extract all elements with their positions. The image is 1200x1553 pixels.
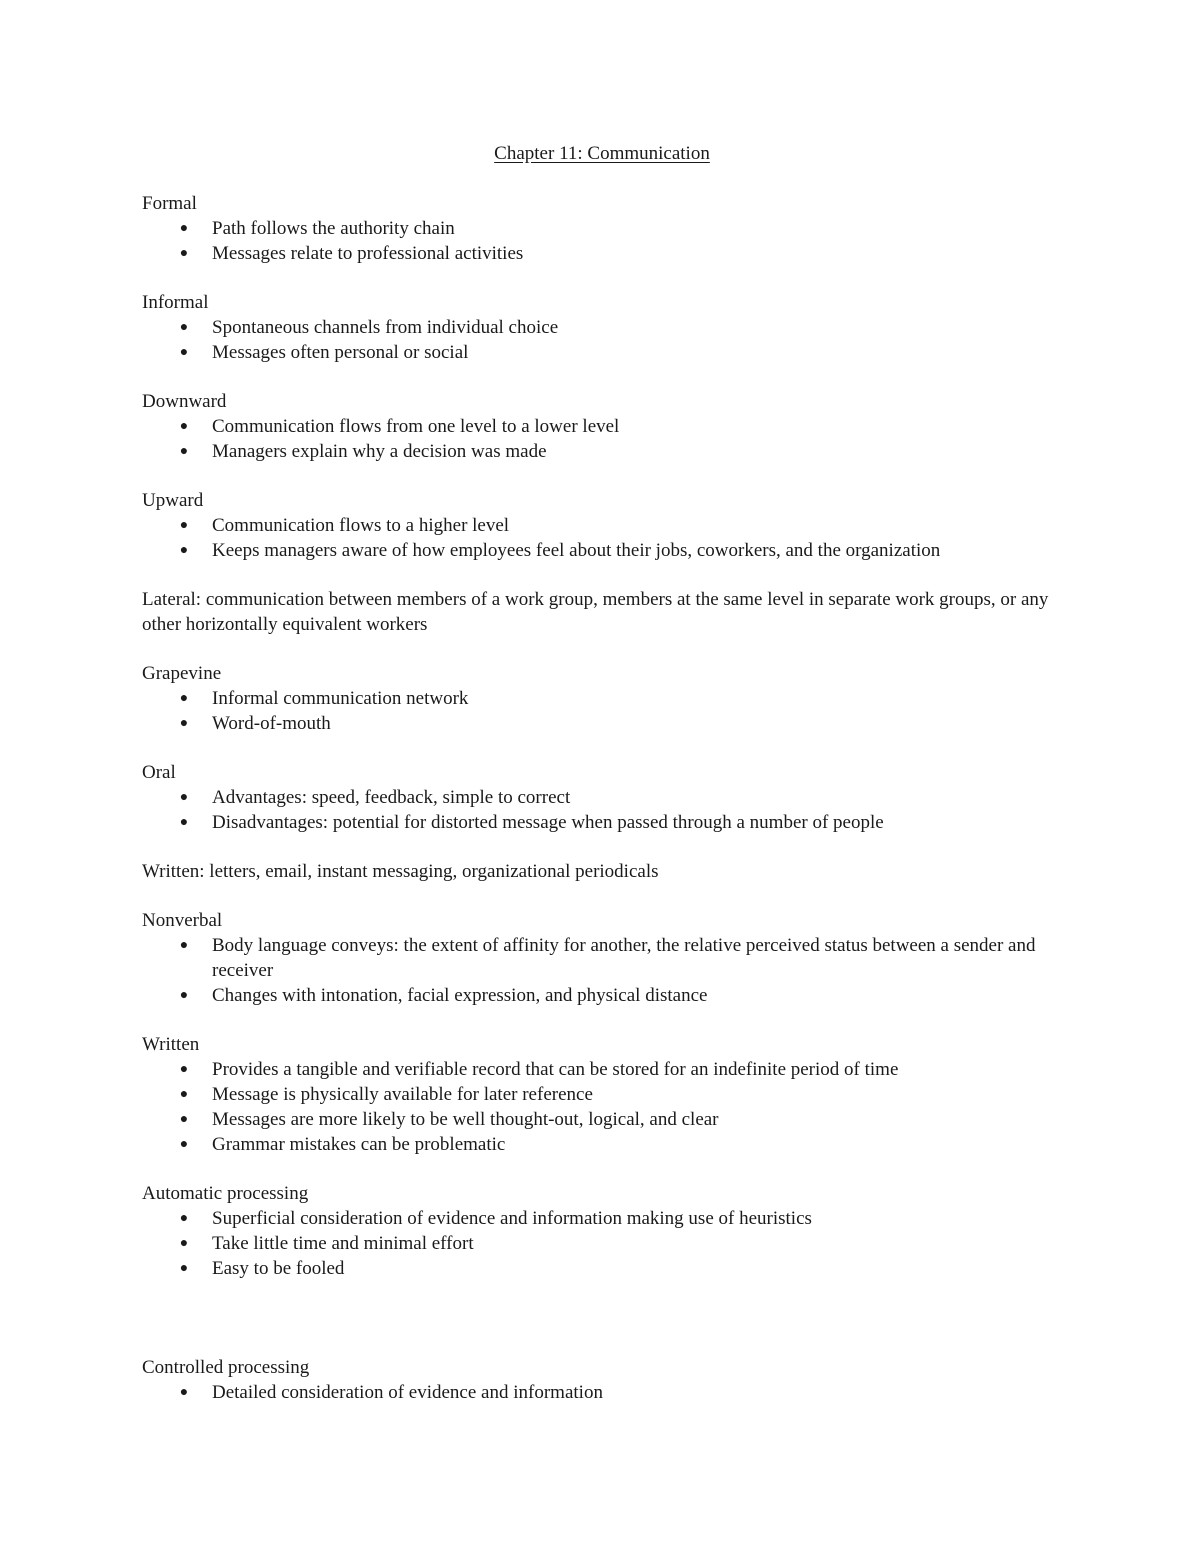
bullet-list xyxy=(142,216,1062,266)
note-section xyxy=(142,908,1062,1008)
list-item xyxy=(142,1082,1062,1107)
document-title: Chapter 11: Communication xyxy=(494,143,710,164)
note-section xyxy=(142,1032,1062,1157)
document-page xyxy=(142,141,1062,1429)
list-item xyxy=(142,1256,1062,1281)
bullet-icon: ● xyxy=(179,1261,189,1276)
list-item xyxy=(142,810,1062,835)
section-heading: Downward xyxy=(142,391,227,412)
bullet-list xyxy=(142,785,1062,835)
section-heading: Written xyxy=(142,1034,200,1055)
list-item-text: Disadvantages: potential for distorted message when passed through a number of people xyxy=(212,812,884,833)
bullet-icon: ● xyxy=(179,1385,189,1400)
bullet-list xyxy=(142,414,1062,464)
bullet-icon: ● xyxy=(179,518,189,533)
bullet-list xyxy=(142,1380,1062,1405)
bullet-icon: ● xyxy=(179,1087,189,1102)
list-item xyxy=(142,241,1062,266)
list-item-text: Managers explain why a decision was made xyxy=(212,441,547,462)
bullet-list xyxy=(142,686,1062,736)
list-item xyxy=(142,340,1062,365)
list-item xyxy=(142,1057,1062,1082)
list-item xyxy=(142,785,1062,810)
list-item xyxy=(142,216,1062,241)
bullet-icon: ● xyxy=(179,543,189,558)
section-heading: Lateral: communication between members of a work group, members at the same level in separate work groups, or any other horizontally equivalent workers xyxy=(142,589,1049,635)
document-body xyxy=(142,191,1062,1405)
list-item xyxy=(142,315,1062,340)
section-heading: Grapevine xyxy=(142,663,222,684)
list-item-text: Advantages: speed, feedback, simple to correct xyxy=(212,787,571,808)
list-item-text: Messages often personal or social xyxy=(212,342,469,363)
bullet-list xyxy=(142,513,1062,563)
list-item-text: Changes with intonation, facial expression, and physical distance xyxy=(212,985,708,1006)
list-item-text: Provides a tangible and verifiable record that can be stored for an indefinite period of time xyxy=(212,1059,899,1080)
bullet-icon: ● xyxy=(179,345,189,360)
bullet-icon: ● xyxy=(179,815,189,830)
list-item-text: Communication flows to a higher level xyxy=(212,515,510,536)
bullet-icon: ● xyxy=(179,988,189,1003)
bullet-icon: ● xyxy=(179,790,189,805)
bullet-icon: ● xyxy=(179,938,189,953)
list-item xyxy=(142,538,1062,563)
list-item-text: Easy to be fooled xyxy=(212,1258,345,1279)
bullet-list xyxy=(142,1057,1062,1157)
bullet-icon: ● xyxy=(179,1062,189,1077)
list-item-text: Grammar mistakes can be problematic xyxy=(212,1134,506,1155)
list-item xyxy=(142,414,1062,439)
section-heading: Informal xyxy=(142,292,209,313)
note-section xyxy=(142,859,1062,884)
list-item-text: Messages are more likely to be well thought-out, logical, and clear xyxy=(212,1109,719,1130)
list-item-text: Keeps managers aware of how employees feel about their jobs, coworkers, and the organization xyxy=(212,540,941,561)
bullet-icon: ● xyxy=(179,1211,189,1226)
bullet-icon: ● xyxy=(179,716,189,731)
note-section xyxy=(142,191,1062,266)
note-section xyxy=(142,1355,1062,1405)
note-section xyxy=(142,587,1062,637)
list-item-text: Messages relate to professional activities xyxy=(212,243,524,264)
list-item-text: Detailed consideration of evidence and information xyxy=(212,1382,603,1403)
note-section xyxy=(142,290,1062,365)
section-heading: Controlled processing xyxy=(142,1357,310,1378)
list-item-text: Body language conveys: the extent of affinity for another, the relative perceived status between a sender and receiver xyxy=(212,935,1036,981)
list-item-text: Message is physically available for later reference xyxy=(212,1084,593,1105)
list-item-text: Superficial consideration of evidence and information making use of heuristics xyxy=(212,1208,812,1229)
note-section xyxy=(142,488,1062,563)
bullet-icon: ● xyxy=(179,691,189,706)
list-item xyxy=(142,711,1062,736)
section-heading: Upward xyxy=(142,490,204,511)
note-section xyxy=(142,1181,1062,1281)
note-section xyxy=(142,389,1062,464)
bullet-icon: ● xyxy=(179,320,189,335)
section-heading: Automatic processing xyxy=(142,1183,309,1204)
list-item xyxy=(142,983,1062,1008)
list-item-text: Take little time and minimal effort xyxy=(212,1233,474,1254)
list-item xyxy=(142,1206,1062,1231)
list-item xyxy=(142,686,1062,711)
list-item xyxy=(142,933,1062,983)
list-item-text: Path follows the authority chain xyxy=(212,218,455,239)
bullet-list xyxy=(142,1206,1062,1281)
bullet-icon: ● xyxy=(179,1112,189,1127)
bullet-icon: ● xyxy=(179,1137,189,1152)
section-heading: Nonverbal xyxy=(142,910,223,931)
bullet-list xyxy=(142,933,1062,1008)
bullet-icon: ● xyxy=(179,1236,189,1251)
list-item-text: Communication flows from one level to a lower level xyxy=(212,416,620,437)
list-item-text: Spontaneous channels from individual choice xyxy=(212,317,559,338)
list-item-text: Informal communication network xyxy=(212,688,469,709)
bullet-icon: ● xyxy=(179,221,189,236)
list-item xyxy=(142,1107,1062,1132)
section-heading: Written: letters, email, instant messaging, organizational periodicals xyxy=(142,861,659,882)
list-item xyxy=(142,513,1062,538)
section-heading: Oral xyxy=(142,762,176,783)
note-section xyxy=(142,661,1062,736)
note-section xyxy=(142,760,1062,835)
list-item xyxy=(142,1231,1062,1256)
section-heading: Formal xyxy=(142,193,197,214)
bullet-icon: ● xyxy=(179,444,189,459)
list-item-text: Word-of-mouth xyxy=(212,713,331,734)
list-item xyxy=(142,439,1062,464)
bullet-list xyxy=(142,315,1062,365)
list-item xyxy=(142,1380,1062,1405)
list-item xyxy=(142,1132,1062,1157)
bullet-icon: ● xyxy=(179,246,189,261)
bullet-icon: ● xyxy=(179,419,189,434)
